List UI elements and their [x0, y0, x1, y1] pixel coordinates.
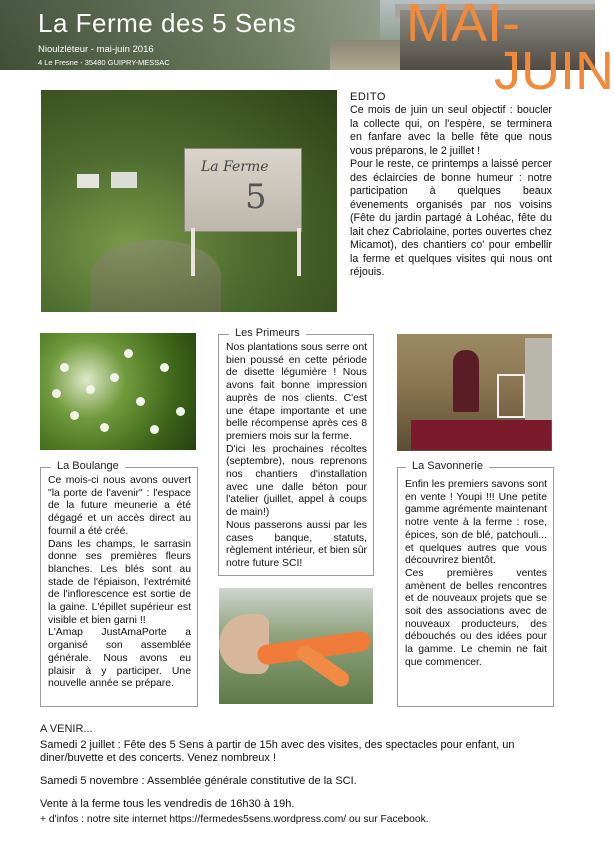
- edito-heading: EDITO: [350, 91, 386, 103]
- season-label-line2: JUIN: [494, 41, 614, 101]
- boulange-paragraph: Ce mois-ci nous avons ouvert "la porte de l'avenir" : l'espace de la future meunerie a été dégagé et un accès direct au fournil a été créé.: [48, 475, 191, 537]
- savonnerie-paragraph: Ces premières ventes amènent de belles rencontres et de nouveaux projets que se soit des associations avec de nouveaux producteurs, des débouchés ou des idées pour la gamme. Le chemin ne fait que commencer.: [405, 567, 547, 668]
- savonnerie-heading: La Savonnerie: [406, 460, 489, 472]
- edito-paragraph: Pour le reste, ce printemps a laissé percer des éclaircies de bonne humeur : notre participation à quelques beaux évenements organisés par nos voisins (Fête du jardin partagé à Lohéac, fête du lait chez Cabriolaine, portes ouvertes chez Micamot), des chantiers co' pour embellir la ferme et quelques visites qui nous ont réjouis.: [350, 158, 552, 278]
- upcoming-item: Samedi 5 novembre : Assemblée générale constitutive de la SCI.: [40, 775, 357, 787]
- farm-sign: La Ferme 5: [184, 148, 302, 232]
- primeurs-paragraph: Nos plantations sous serre ont bien poussé en cette période de disette légumière ! Nous avons fait bonne impression auprès de nos clients. C'est une étape importante et une belle récompense après ces 8 premiers mois sur la ferme.: [226, 342, 367, 442]
- upcoming-item: Vente à la ferme tous les vendredis de 16h30 à 19h.: [40, 798, 295, 810]
- farm-sign-photo: [41, 90, 337, 312]
- upcoming-item: Samedi 2 juillet : Fête des 5 Sens à partir de 15h avec des visites, des spectacles pour enfant, un diner/buvette et des concerts. Venez nombreux !: [40, 739, 515, 765]
- savonnerie-paragraph: Enfin les premiers savons sont en vente ! Youpi !!! Une petite gamme agrémente maintenant notre vente à la ferme : rose, épices, son de blé, patchouli... et quelques autres que vous découvrirez bientôt.: [405, 479, 547, 567]
- primeurs-paragraph: Nous passerons aussi par les cases banque, statuts, règlement intérieur, et bien sûr notre future SCI!: [226, 519, 367, 569]
- farm-address: 4 Le Fresne - 35480 GUIPRY-MESSAC: [38, 58, 170, 67]
- primeurs-heading: Les Primeurs: [229, 327, 306, 339]
- primeurs-text: [226, 342, 367, 571]
- boulange-text: [48, 475, 191, 691]
- primeurs-paragraph: D'ici les prochaines récoltes (septembre), nous reprenons nos chantiers d'installation avec une dalle béton pour l'atelier (juillet, appel à coups de main!): [226, 443, 367, 519]
- primeurs-section: [218, 327, 374, 576]
- boulange-paragraph: Dans les champs, le sarrasin donne ses premières fleurs blanches. Les blés sont au stade de l'épiaison, l'extrémité de l'inflorescence est sortie de la gaine. L'épillet supérieur est visible et bien garni !!: [48, 538, 191, 626]
- newsletter-title: La Ferme des 5 Sens: [38, 8, 297, 38]
- soap-stall-photo: [397, 334, 552, 451]
- season-label-line1: MAI-: [406, 0, 520, 53]
- savonnerie-text: [405, 479, 547, 670]
- upcoming-heading: A VENIR...: [40, 723, 93, 735]
- newsletter-issue: Nioulzléteur - mai-juin 2016: [38, 44, 154, 55]
- edito-paragraph: Ce mois de juin un seul objectif : boucler la collecte qui, on l'espère, se terminera en fanfare avec la belle fête que nous vous préparons, le 2 juillet !: [350, 104, 552, 157]
- buckwheat-flowers-photo: [40, 333, 196, 450]
- boulange-heading: La Boulange: [51, 460, 125, 472]
- more-info-text: + d'infos : notre site internet https://fermedes5sens.wordpress.com/ ou sur Facebook.: [40, 814, 429, 825]
- boulange-section: [40, 460, 198, 707]
- carrot-photo: [219, 588, 373, 704]
- boulange-paragraph: L'Amap JustAmaPorte a organisé son assemblée générale. Nous avons eu plaisir à y participer. Une nouvelle année se prépare.: [48, 627, 191, 690]
- savonnerie-section: [397, 460, 554, 707]
- edito-text: [350, 104, 552, 280]
